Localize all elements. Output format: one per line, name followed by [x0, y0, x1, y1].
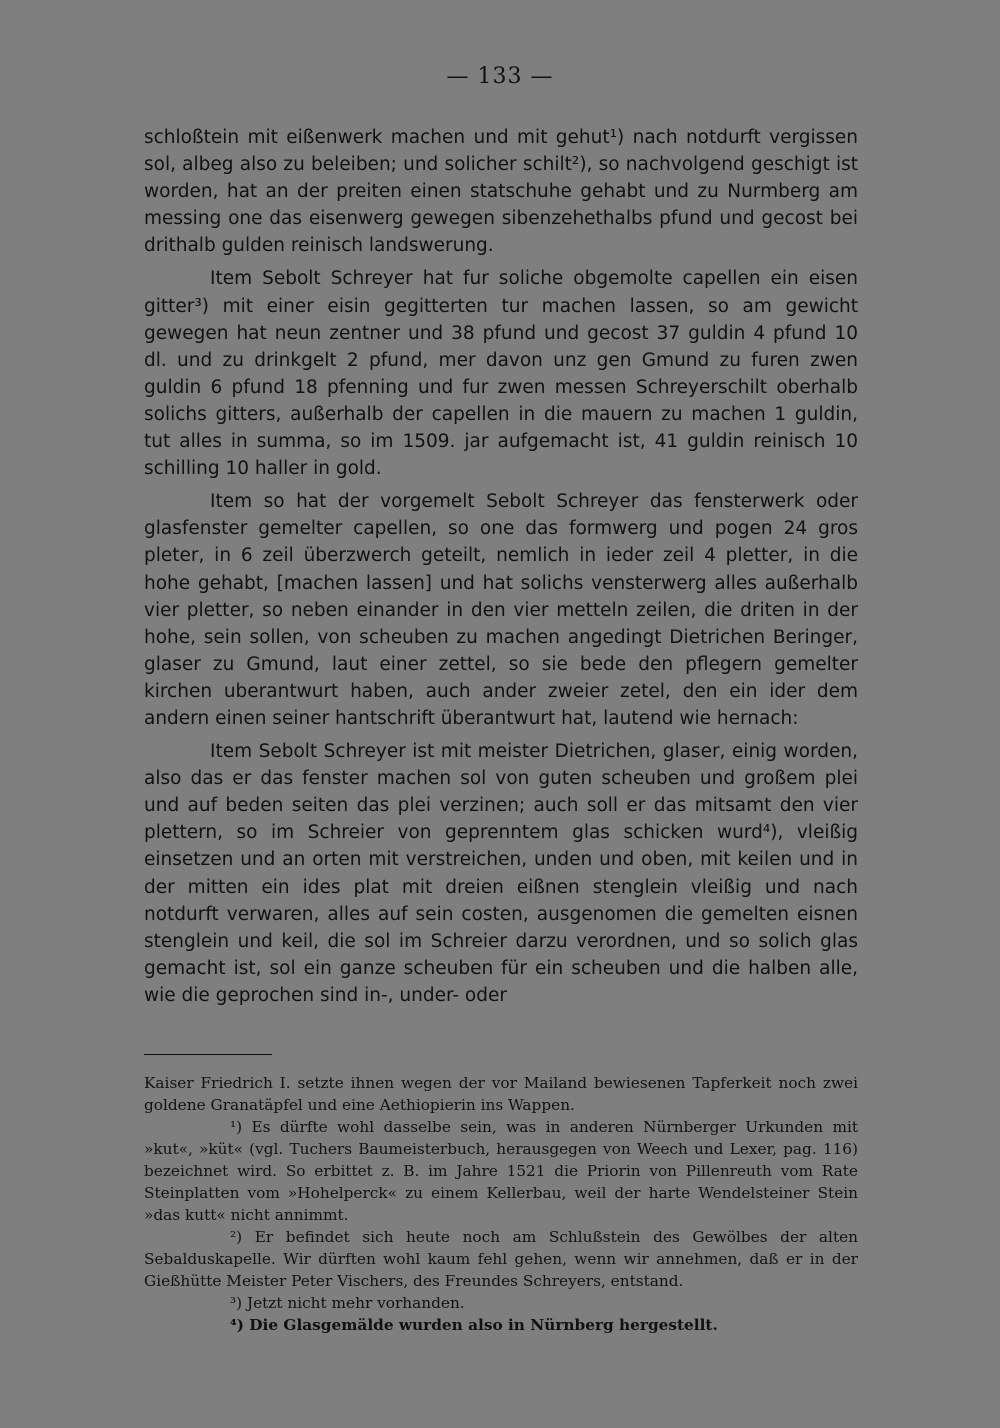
footnote-1: ¹) Es dürfte wohl dasselbe sein, was in anderen Nürnberger Urkunden mit »kut«, »küt« (vgl. Tuchers Baumeisterbuch, herausgegen von Weech und Lexer, pag. 116) bezeichnet wird. So erbittet z. B. im Jahre 1521 die Priorin von Pillenreuth vom Rate Steinplatten vom »Hohelperck« zu einem Kellerbau, weil der harte Wendelsteiner Stein »das kutt« nicht annimmt.	[144, 1118, 858, 1224]
paragraph-3: Item so hat der vorgemelt Sebolt Schreyer das fensterwerk oder glasfenster gemelter capellen, so one das formwerg und pogen 24 gros pleter, in 6 zeil überzwerch geteilt, nemlich in ieder zeil 4 pletter, in die hohe gehabt, [machen lassen] und hat solichs vensterwerg alles außerhalb vier pletter, so neben einander in den vier metteln zeilen, die driten in der hohe, sein sollen, von scheuben zu machen angedingt Dietrichen Beringer, glaser zu Gmund, laut einer zettel, so sie bede den pflegern gemelter kirchen uberantwurt haben, auch ander zweier zetel, den ein ider dem andern einen seiner hantschrift überantwurt hat, lautend wie hernach:	[144, 491, 858, 729]
paragraph-4: Item Sebolt Schreyer ist mit meister Dietrichen, glaser, einig worden, also das er das fenster machen sol von guten scheuben und großem plei und auf beden seiten das plei verzinen; auch soll er das mitsamt den vier plettern, so im Schreier von geprenntem glas schicken wurd⁴), vleißig einsetzen und an orten mit verstreichen, unden und oben, mit keilen und in der mitten ein ides plat mit dreien eißnen stenglein vleißig und nach notdurft verwaren, alles auf sein costen, ausgenomen die gemelten eisnen stenglein und keil, die sol im Schreier darzu verordnen, und so solich glas gemacht ist, sol ein ganze scheuben für ein scheuben und die halben alle, wie die geprochen sind in-, under- oder	[144, 741, 858, 1006]
footnote-4: ⁴) Die Glasgemälde wurden also in Nürnberg hergestellt.	[230, 1316, 718, 1334]
page-number: — 133 —	[446, 64, 554, 89]
footnote-2: ²) Er befindet sich heute noch am Schlußstein des Gewölbes der alten Sebalduskapelle. Wir dürften wohl kaum fehl gehen, wenn wir annehmen, daß er in der Gießhütte Meister Peter Vischers, des Freundes Schreyers, entstand.	[144, 1228, 858, 1290]
footnote-divider	[144, 1054, 272, 1055]
footnotes	[144, 1072, 858, 1336]
footnote-3: ³) Jetzt nicht mehr vorhanden.	[230, 1294, 465, 1312]
footnote-continued: Kaiser Friedrich I. setzte ihnen wegen der vor Mailand bewiesenen Tapferkeit noch zwei goldene Granatäpfel und eine Aethiopierin ins Wappen.	[144, 1074, 858, 1114]
main-text	[144, 124, 858, 1015]
paragraph-2: Item Sebolt Schreyer hat fur soliche obgemolte capellen ein eisen gitter³) mit einer eisin gegitterten tur machen lassen, so am gewicht gewegen hat neun zentner und 38 pfund und gecost 37 guldin 4 pfund 10 dl. und zu drinkgelt 2 pfund, mer davon unz gen Gmund zu furen zwen guldin 6 pfund 18 pfenning und fur zwen messen Schreyerschilt oberhalb solichs gitters, außerhalb der capellen in die mauern zu machen 1 guldin, tut alles in summa, so im 1509. jar aufgemacht ist, 41 guldin reinisch 10 schilling 10 haller in gold.	[144, 268, 858, 480]
paragraph-1: schloßtein mit eißenwerk machen und mit gehut¹) nach notdurft vergissen sol, albeg also zu beleiben; und solicher schilt²), so nachvolgend geschigt ist worden, hat an der preiten einen statschuhe gehabt und zu Nurmberg am messing one das eisenwerg gewegen sibenzehethalbs pfund und gecost bei drithalb gulden reinisch landswerung.	[144, 127, 858, 257]
